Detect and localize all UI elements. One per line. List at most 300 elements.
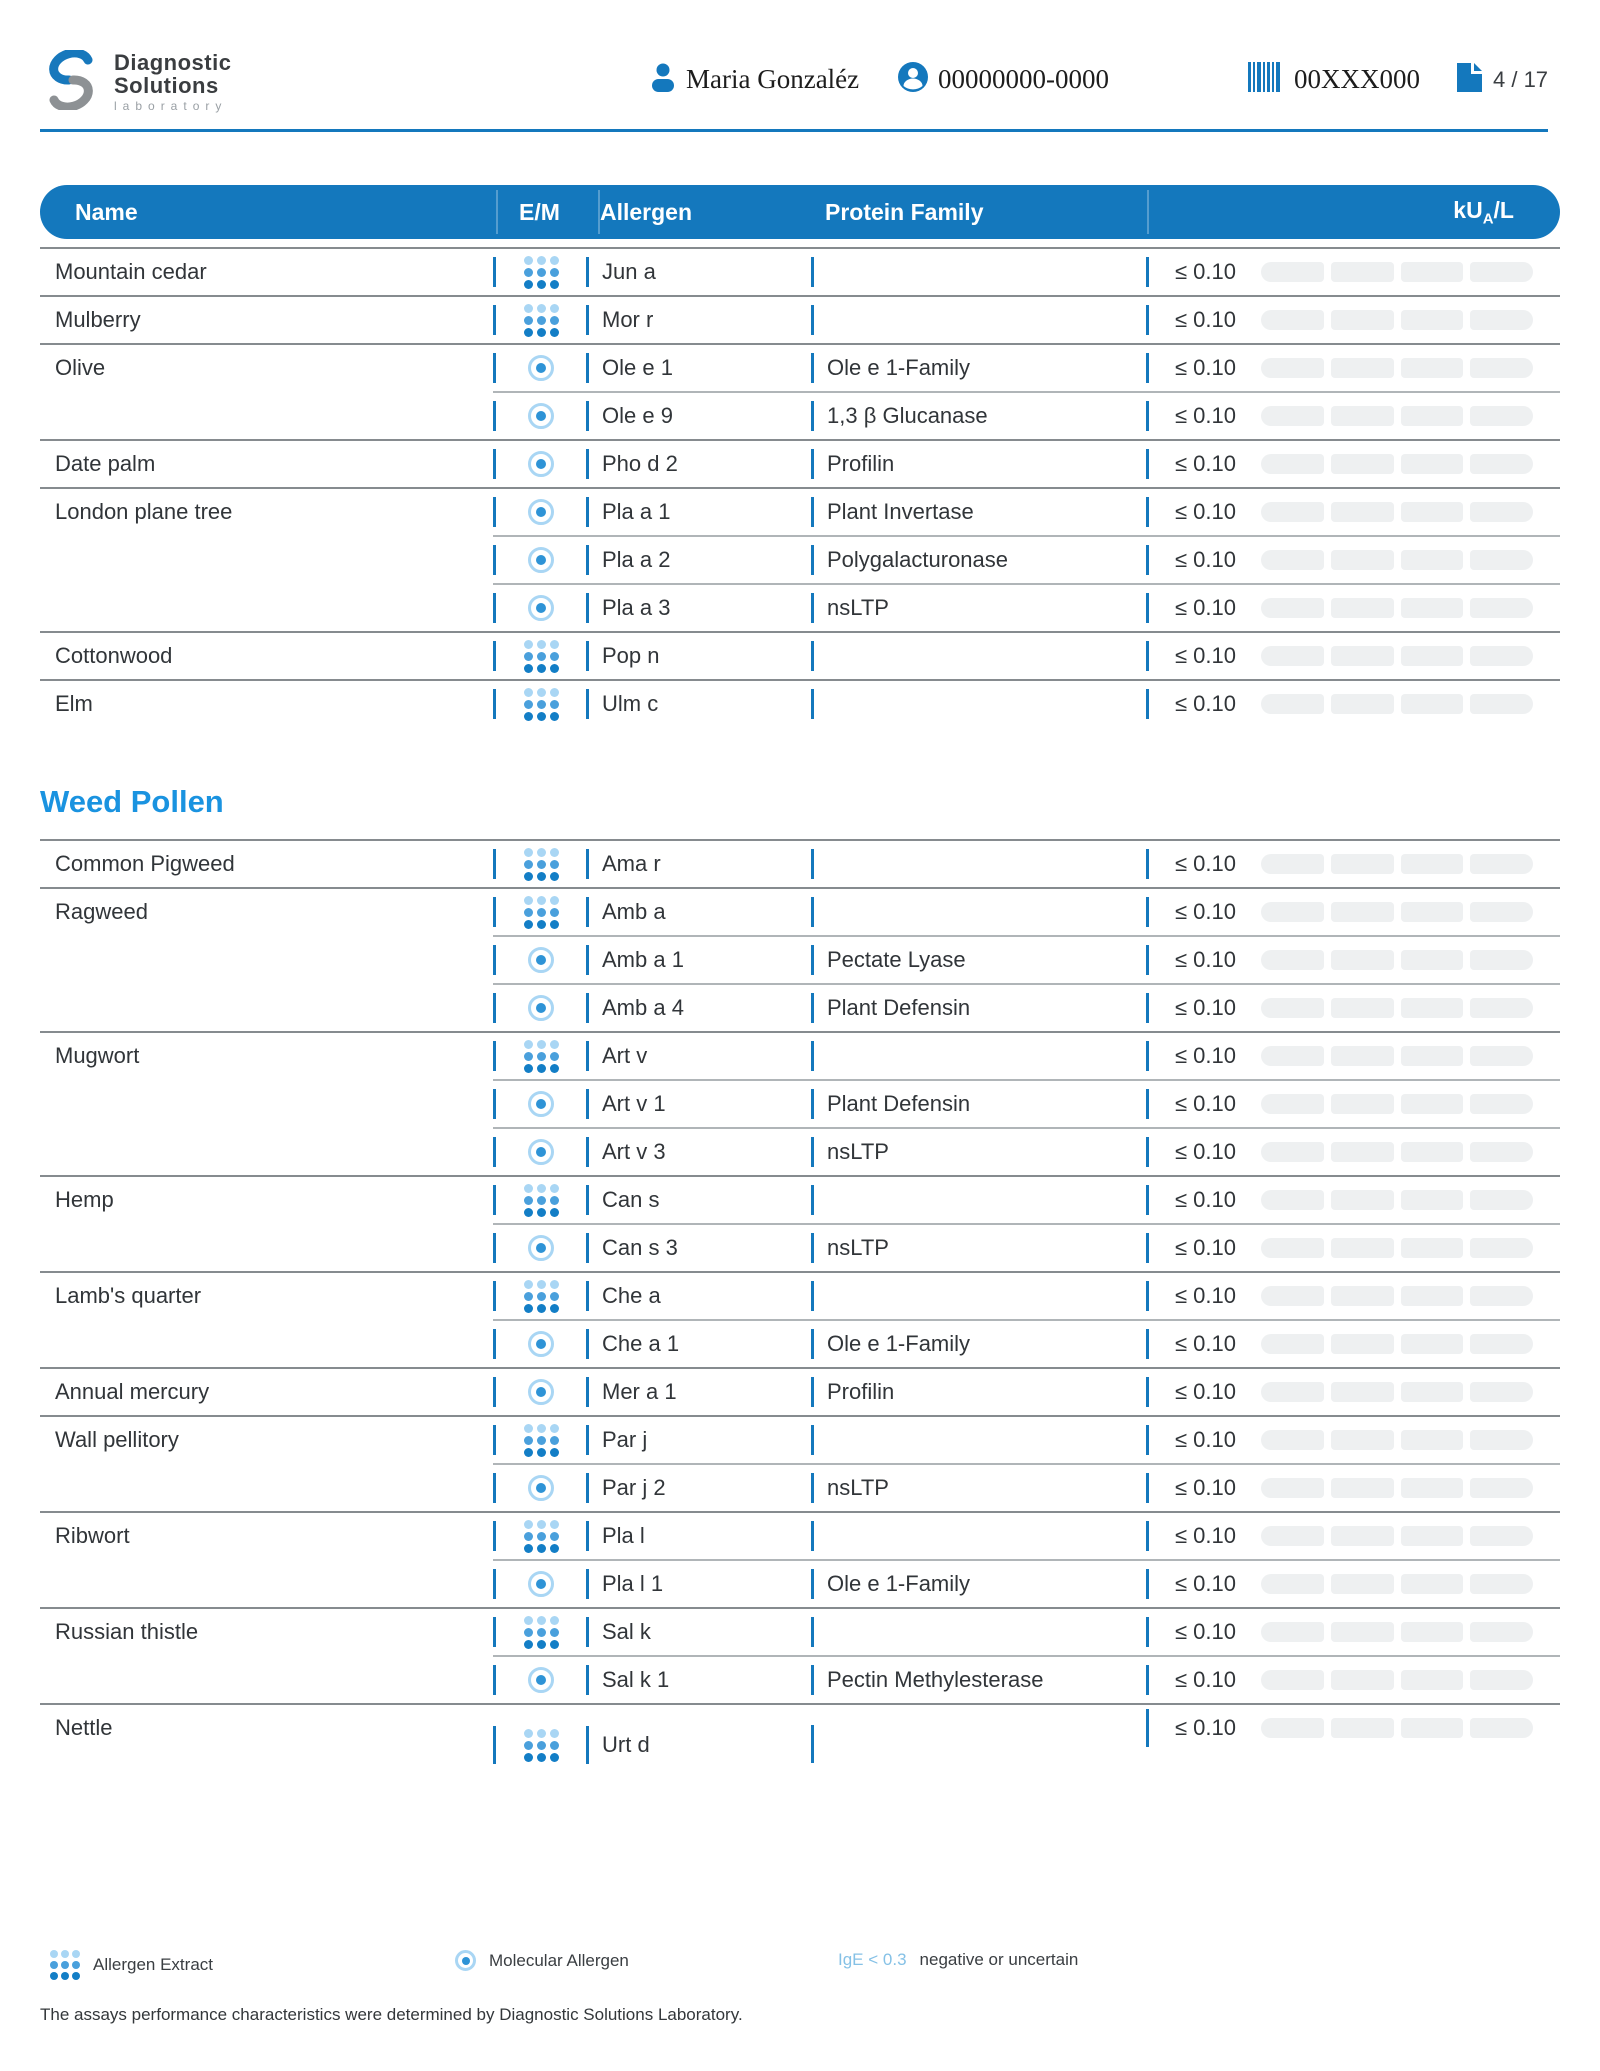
row-divider <box>40 679 1560 681</box>
legend <box>40 1950 1560 1992</box>
cell-bar <box>493 1329 496 1359</box>
cell-bar <box>1146 1329 1149 1359</box>
allergen-extract-icon <box>524 1616 559 1649</box>
allergen-code: Pla a 1 <box>602 499 671 524</box>
allergen-code: Pla a 3 <box>602 595 671 620</box>
result-cell <box>1146 1032 1560 1080</box>
cell-bar <box>493 1521 496 1551</box>
allergen-source-name: Ribwort <box>55 1523 130 1548</box>
result-value: ≤ 0.10 <box>1175 1523 1237 1548</box>
allergen-source-name: Mountain cedar <box>55 259 207 284</box>
result-value: ≤ 0.10 <box>1175 1379 1237 1404</box>
cell-bar <box>811 1041 814 1071</box>
cell-bar <box>1146 1521 1149 1551</box>
result-value: ≤ 0.10 <box>1175 451 1237 476</box>
result-cell <box>1146 840 1560 888</box>
table-row <box>40 840 1560 888</box>
result-value: ≤ 0.10 <box>1175 1043 1237 1068</box>
allergen-cell <box>586 584 811 632</box>
protein-family-cell <box>811 936 1146 984</box>
protein-family-cell <box>811 1704 1146 1784</box>
cell-bar <box>586 1665 589 1695</box>
molecular-allergen-icon <box>528 1235 554 1261</box>
accession-number: 00XXX000 <box>1294 64 1420 94</box>
cell-bar <box>586 1569 589 1599</box>
cell-bar <box>493 1137 496 1167</box>
cell-bar <box>586 257 589 287</box>
table-row <box>40 1656 1560 1704</box>
table-row <box>40 488 1560 536</box>
result-scale-bar <box>1261 1670 1533 1690</box>
em-cell <box>493 1272 586 1320</box>
allergen-code: Can s <box>602 1187 660 1212</box>
em-cell <box>493 488 586 536</box>
result-scale-bar <box>1261 1238 1533 1258</box>
cell-bar <box>1146 993 1149 1023</box>
allergen-cell <box>586 1320 811 1368</box>
result-scale-bar <box>1261 1382 1533 1402</box>
cell-bar <box>493 545 496 575</box>
result-scale-bar <box>1261 1718 1533 1738</box>
cell-bar <box>586 497 589 527</box>
person-circle-icon <box>898 62 928 97</box>
result-value: ≤ 0.10 <box>1175 1235 1237 1260</box>
result-value: ≤ 0.10 <box>1175 1427 1237 1452</box>
result-scale-bar <box>1261 1574 1533 1594</box>
result-scale-bar <box>1261 1142 1533 1162</box>
protein-family-cell <box>811 392 1146 440</box>
result-cell <box>1146 1368 1560 1416</box>
allergen-source-name: Ragweed <box>55 899 148 924</box>
result-value: ≤ 0.10 <box>1175 355 1237 380</box>
em-cell <box>493 1608 586 1656</box>
protein-family: Plant Defensin <box>827 995 971 1020</box>
allergen-source-name <box>40 1464 493 1512</box>
cell-bar <box>493 401 496 431</box>
result-value: ≤ 0.10 <box>1175 995 1237 1020</box>
protein-family-cell <box>811 1080 1146 1128</box>
cell-bar <box>586 1185 589 1215</box>
protein-family-cell <box>811 1128 1146 1176</box>
protein-family: Profilin <box>827 1379 895 1404</box>
allergen-code: Amb a 4 <box>602 995 684 1020</box>
table-row <box>40 1704 1560 1784</box>
molecular-allergen-icon <box>528 547 554 573</box>
result-value: ≤ 0.10 <box>1175 1139 1237 1164</box>
molecular-allergen-icon <box>528 355 554 381</box>
result-scale-bar <box>1261 1334 1533 1354</box>
molecular-allergen-icon <box>528 499 554 525</box>
cell-bar <box>811 305 814 335</box>
cell-bar <box>586 305 589 335</box>
em-cell <box>493 392 586 440</box>
cell-bar <box>493 1425 496 1455</box>
cell-bar <box>493 257 496 287</box>
allergen-cell <box>586 1224 811 1272</box>
table-row <box>40 536 1560 584</box>
protein-family-cell <box>811 1320 1146 1368</box>
row-divider <box>40 1271 1560 1273</box>
protein-family: nsLTP <box>827 1235 889 1260</box>
protein-family: Pectin Methylesterase <box>827 1667 1044 1692</box>
allergen-code: Amb a 1 <box>602 947 684 972</box>
allergen-source-name: Common Pigweed <box>55 851 235 876</box>
result-value: ≤ 0.10 <box>1175 643 1237 668</box>
allergen-cell <box>586 1032 811 1080</box>
result-value: ≤ 0.10 <box>1175 595 1237 620</box>
cell-bar <box>586 641 589 671</box>
cell-bar <box>1146 305 1149 335</box>
result-cell <box>1146 392 1560 440</box>
protein-family-cell <box>811 1560 1146 1608</box>
allergen-code: Art v 3 <box>602 1139 666 1164</box>
protein-family: Ole e 1-Family <box>827 1571 971 1596</box>
allergen-source-name: Olive <box>55 355 106 380</box>
protein-family-cell <box>811 680 1146 728</box>
column-header-name: Name <box>75 198 138 225</box>
allergen-cell <box>586 536 811 584</box>
allergen-extract-icon <box>524 1424 559 1457</box>
result-value: ≤ 0.10 <box>1175 1331 1237 1356</box>
result-cell <box>1146 1560 1560 1608</box>
row-divider <box>493 1223 1560 1225</box>
allergen-code: Che a 1 <box>602 1331 680 1356</box>
protein-family-cell <box>811 488 1146 536</box>
em-cell <box>493 680 586 728</box>
cell-bar <box>811 1569 814 1599</box>
cell-bar <box>1146 545 1149 575</box>
result-value: ≤ 0.10 <box>1175 1283 1237 1308</box>
result-scale-bar <box>1261 502 1533 522</box>
table-row <box>40 632 1560 680</box>
table-row <box>40 1224 1560 1272</box>
em-cell <box>493 584 586 632</box>
row-divider <box>40 1031 1560 1033</box>
em-cell <box>493 344 586 392</box>
row-divider <box>493 1319 1560 1321</box>
row-divider <box>40 1175 1560 1177</box>
result-cell <box>1146 984 1560 1032</box>
result-scale-bar <box>1261 262 1533 282</box>
allergen-cell <box>586 1416 811 1464</box>
cell-bar <box>1146 1709 1149 1747</box>
allergen-cell <box>586 1368 811 1416</box>
cell-bar <box>811 1233 814 1263</box>
cell-bar <box>586 993 589 1023</box>
row-divider <box>493 1079 1560 1081</box>
allergen-source-name: Russian thistle <box>55 1619 199 1644</box>
result-value: ≤ 0.10 <box>1175 947 1237 972</box>
em-cell <box>493 1080 586 1128</box>
protein-family: Ole e 1-Family <box>827 1331 971 1356</box>
cell-bar <box>811 993 814 1023</box>
result-cell <box>1146 248 1560 296</box>
row-divider <box>40 1511 1560 1513</box>
cell-bar <box>811 1617 814 1647</box>
result-value: ≤ 0.10 <box>1175 899 1237 924</box>
table-row <box>40 1272 1560 1320</box>
legend-extract-label: Allergen Extract <box>93 1955 213 1974</box>
cell-bar <box>586 1425 589 1455</box>
cell-bar <box>1146 1041 1149 1071</box>
result-cell <box>1146 1656 1560 1704</box>
cell-bar <box>493 1233 496 1263</box>
table-header <box>40 185 1560 239</box>
allergen-cell <box>586 296 811 344</box>
result-scale-bar <box>1261 1094 1533 1114</box>
cell-bar <box>811 1089 814 1119</box>
em-cell <box>493 296 586 344</box>
cell-bar <box>586 1617 589 1647</box>
cell-bar <box>811 1521 814 1551</box>
patient-name-chip <box>650 62 859 97</box>
ige-meaning: negative or uncertain <box>919 1950 1079 1969</box>
cell-bar <box>1146 593 1149 623</box>
allergen-code: Ama r <box>602 851 661 876</box>
molecular-allergen-icon <box>528 1571 554 1597</box>
cell-bar <box>493 641 496 671</box>
cell-bar <box>1146 1569 1149 1599</box>
protein-family: nsLTP <box>827 595 889 620</box>
em-cell <box>493 1721 586 1769</box>
cell-bar <box>811 945 814 975</box>
result-cell <box>1146 1176 1560 1224</box>
cell-bar <box>811 1185 814 1215</box>
column-header-units: $kU_A/L$ <box>1453 196 1514 228</box>
result-value: ≤ 0.10 <box>1175 691 1237 716</box>
table-row <box>40 936 1560 984</box>
row-divider <box>493 1655 1560 1657</box>
header-separator <box>598 190 600 234</box>
table-row <box>40 344 1560 392</box>
header-separator <box>496 190 498 234</box>
cell-bar <box>493 1377 496 1407</box>
row-divider <box>40 1703 1560 1705</box>
result-cell <box>1146 344 1560 392</box>
result-scale-bar <box>1261 406 1533 426</box>
table-row <box>40 1368 1560 1416</box>
table-row <box>40 392 1560 440</box>
table-row <box>40 248 1560 296</box>
cell-bar <box>493 1473 496 1503</box>
protein-family-cell <box>811 440 1146 488</box>
allergen-code: Ole e 9 <box>602 403 673 428</box>
result-scale-bar <box>1261 902 1533 922</box>
row-divider <box>40 439 1560 441</box>
cell-bar <box>586 945 589 975</box>
allergen-source-name: London plane tree <box>55 499 233 524</box>
em-cell <box>493 1320 586 1368</box>
cell-bar <box>586 1473 589 1503</box>
allergen-code: Amb a <box>602 899 666 924</box>
result-cell <box>1146 488 1560 536</box>
logo-word-solutions: Solutions <box>114 72 219 98</box>
table-row <box>40 1416 1560 1464</box>
allergen-extract-icon <box>524 640 559 673</box>
cell-bar <box>811 1665 814 1695</box>
cell-bar <box>493 945 496 975</box>
em-cell <box>493 888 586 936</box>
table-row <box>40 1320 1560 1368</box>
cell-bar <box>586 849 589 879</box>
accession-chip <box>1248 62 1420 97</box>
cell-bar <box>811 1473 814 1503</box>
cell-bar <box>811 1425 814 1455</box>
em-cell <box>493 1224 586 1272</box>
allergen-source-name <box>40 1656 493 1704</box>
logo-word-laboratory: laboratory <box>114 99 228 114</box>
result-cell <box>1146 1128 1560 1176</box>
allergen-source-name <box>40 984 493 1032</box>
cell-bar <box>586 353 589 383</box>
allergen-cell <box>586 440 811 488</box>
molecular-allergen-icon <box>455 1950 476 1971</box>
row-divider <box>493 391 1560 393</box>
result-value: ≤ 0.10 <box>1175 307 1237 332</box>
table-row <box>40 680 1560 728</box>
result-scale-bar <box>1261 1286 1533 1306</box>
row-divider <box>493 1127 1560 1129</box>
result-value: ≤ 0.10 <box>1175 1091 1237 1116</box>
result-cell <box>1146 680 1560 728</box>
result-value: ≤ 0.10 <box>1175 403 1237 428</box>
allergen-extract-icon <box>50 1950 80 1980</box>
logo-word-diagnostic: Diagnostic <box>114 50 232 76</box>
protein-family: nsLTP <box>827 1475 889 1500</box>
cell-bar <box>1146 1281 1149 1311</box>
result-cell <box>1146 936 1560 984</box>
cell-bar <box>493 1089 496 1119</box>
result-value: ≤ 0.10 <box>1175 1667 1237 1692</box>
result-cell <box>1146 536 1560 584</box>
cell-bar <box>586 1137 589 1167</box>
allergen-cell <box>586 680 811 728</box>
patient-id: 00000000-0000 <box>938 64 1109 94</box>
allergen-extract-icon <box>524 1040 559 1073</box>
cell-bar <box>1146 1089 1149 1119</box>
allergen-cell <box>586 488 811 536</box>
cell-bar <box>586 1281 589 1311</box>
result-cell <box>1146 888 1560 936</box>
patient-name: Maria Gonzaléz <box>686 64 860 94</box>
row-divider <box>493 983 1560 985</box>
protein-family: Polygalacturonase <box>827 547 1009 572</box>
allergen-extract-icon <box>524 1280 559 1313</box>
em-cell <box>493 984 586 1032</box>
allergen-code: Sal k 1 <box>602 1667 670 1692</box>
row-divider <box>40 295 1560 297</box>
cell-bar <box>1146 689 1149 719</box>
results-report <box>40 185 1560 1784</box>
protein-family-cell <box>811 1512 1146 1560</box>
result-scale-bar <box>1261 694 1533 714</box>
cell-bar <box>1146 849 1149 879</box>
result-scale-bar <box>1261 1190 1533 1210</box>
protein-family-cell <box>811 1272 1146 1320</box>
result-cell <box>1146 1704 1560 1752</box>
allergen-source-name: Mugwort <box>55 1043 140 1068</box>
protein-family-cell <box>811 1608 1146 1656</box>
result-scale-bar <box>1261 998 1533 1018</box>
allergen-code: Art v 1 <box>602 1091 666 1116</box>
cell-bar <box>1146 1617 1149 1647</box>
column-header-em: E/M <box>519 198 560 225</box>
legend-molecular-label: Molecular Allergen <box>489 1950 629 1970</box>
cell-bar <box>493 1041 496 1071</box>
result-scale-bar <box>1261 310 1533 330</box>
allergen-extract-icon <box>524 1729 559 1762</box>
header-separator <box>1147 190 1149 234</box>
protein-family-cell <box>811 1224 1146 1272</box>
cell-bar <box>493 449 496 479</box>
em-cell <box>493 936 586 984</box>
allergen-source-name <box>40 584 493 632</box>
result-cell <box>1146 632 1560 680</box>
table-row <box>40 984 1560 1032</box>
molecular-allergen-icon <box>528 403 554 429</box>
cell-bar <box>1146 1425 1149 1455</box>
result-cell <box>1146 440 1560 488</box>
cell-bar <box>811 897 814 927</box>
result-value: ≤ 0.10 <box>1175 851 1237 876</box>
allergen-cell <box>586 984 811 1032</box>
cell-bar <box>493 1185 496 1215</box>
result-cell <box>1146 1272 1560 1320</box>
table-row <box>40 584 1560 632</box>
cell-bar <box>811 353 814 383</box>
allergen-cell <box>586 344 811 392</box>
result-scale-bar <box>1261 454 1533 474</box>
row-divider <box>40 887 1560 889</box>
protein-family-cell <box>811 840 1146 888</box>
ige-condition: IgE < 0.3 <box>838 1950 907 1969</box>
table-row <box>40 1176 1560 1224</box>
cell-bar <box>493 689 496 719</box>
table-row <box>40 1560 1560 1608</box>
allergen-code: Par j 2 <box>602 1475 666 1500</box>
row-divider <box>493 535 1560 537</box>
molecular-allergen-icon <box>528 1139 554 1165</box>
cell-bar <box>586 1041 589 1071</box>
protein-family-cell <box>811 888 1146 936</box>
em-cell <box>493 440 586 488</box>
person-icon <box>650 62 676 97</box>
page-indicator-chip <box>1456 62 1548 98</box>
table-row <box>40 1512 1560 1560</box>
allergen-extract-icon <box>524 304 559 337</box>
result-value: ≤ 0.10 <box>1175 1619 1237 1644</box>
allergen-code: Pla a 2 <box>602 547 671 572</box>
em-cell <box>493 1032 586 1080</box>
result-cell <box>1146 1416 1560 1464</box>
result-value: ≤ 0.10 <box>1175 1187 1237 1212</box>
allergen-code: Mor r <box>602 307 654 332</box>
allergen-cell <box>586 392 811 440</box>
cell-bar <box>586 1377 589 1407</box>
molecular-allergen-icon <box>528 1331 554 1357</box>
table-row <box>40 1608 1560 1656</box>
cell-bar <box>493 1665 496 1695</box>
protein-family-cell <box>811 1416 1146 1464</box>
result-scale-bar <box>1261 1046 1533 1066</box>
allergen-cell <box>586 248 811 296</box>
table-row <box>40 440 1560 488</box>
result-scale-bar <box>1261 358 1533 378</box>
result-cell <box>1146 1224 1560 1272</box>
cell-bar <box>493 1281 496 1311</box>
result-value: ≤ 0.10 <box>1175 1571 1237 1596</box>
legend-ige-note <box>838 1950 1078 1970</box>
